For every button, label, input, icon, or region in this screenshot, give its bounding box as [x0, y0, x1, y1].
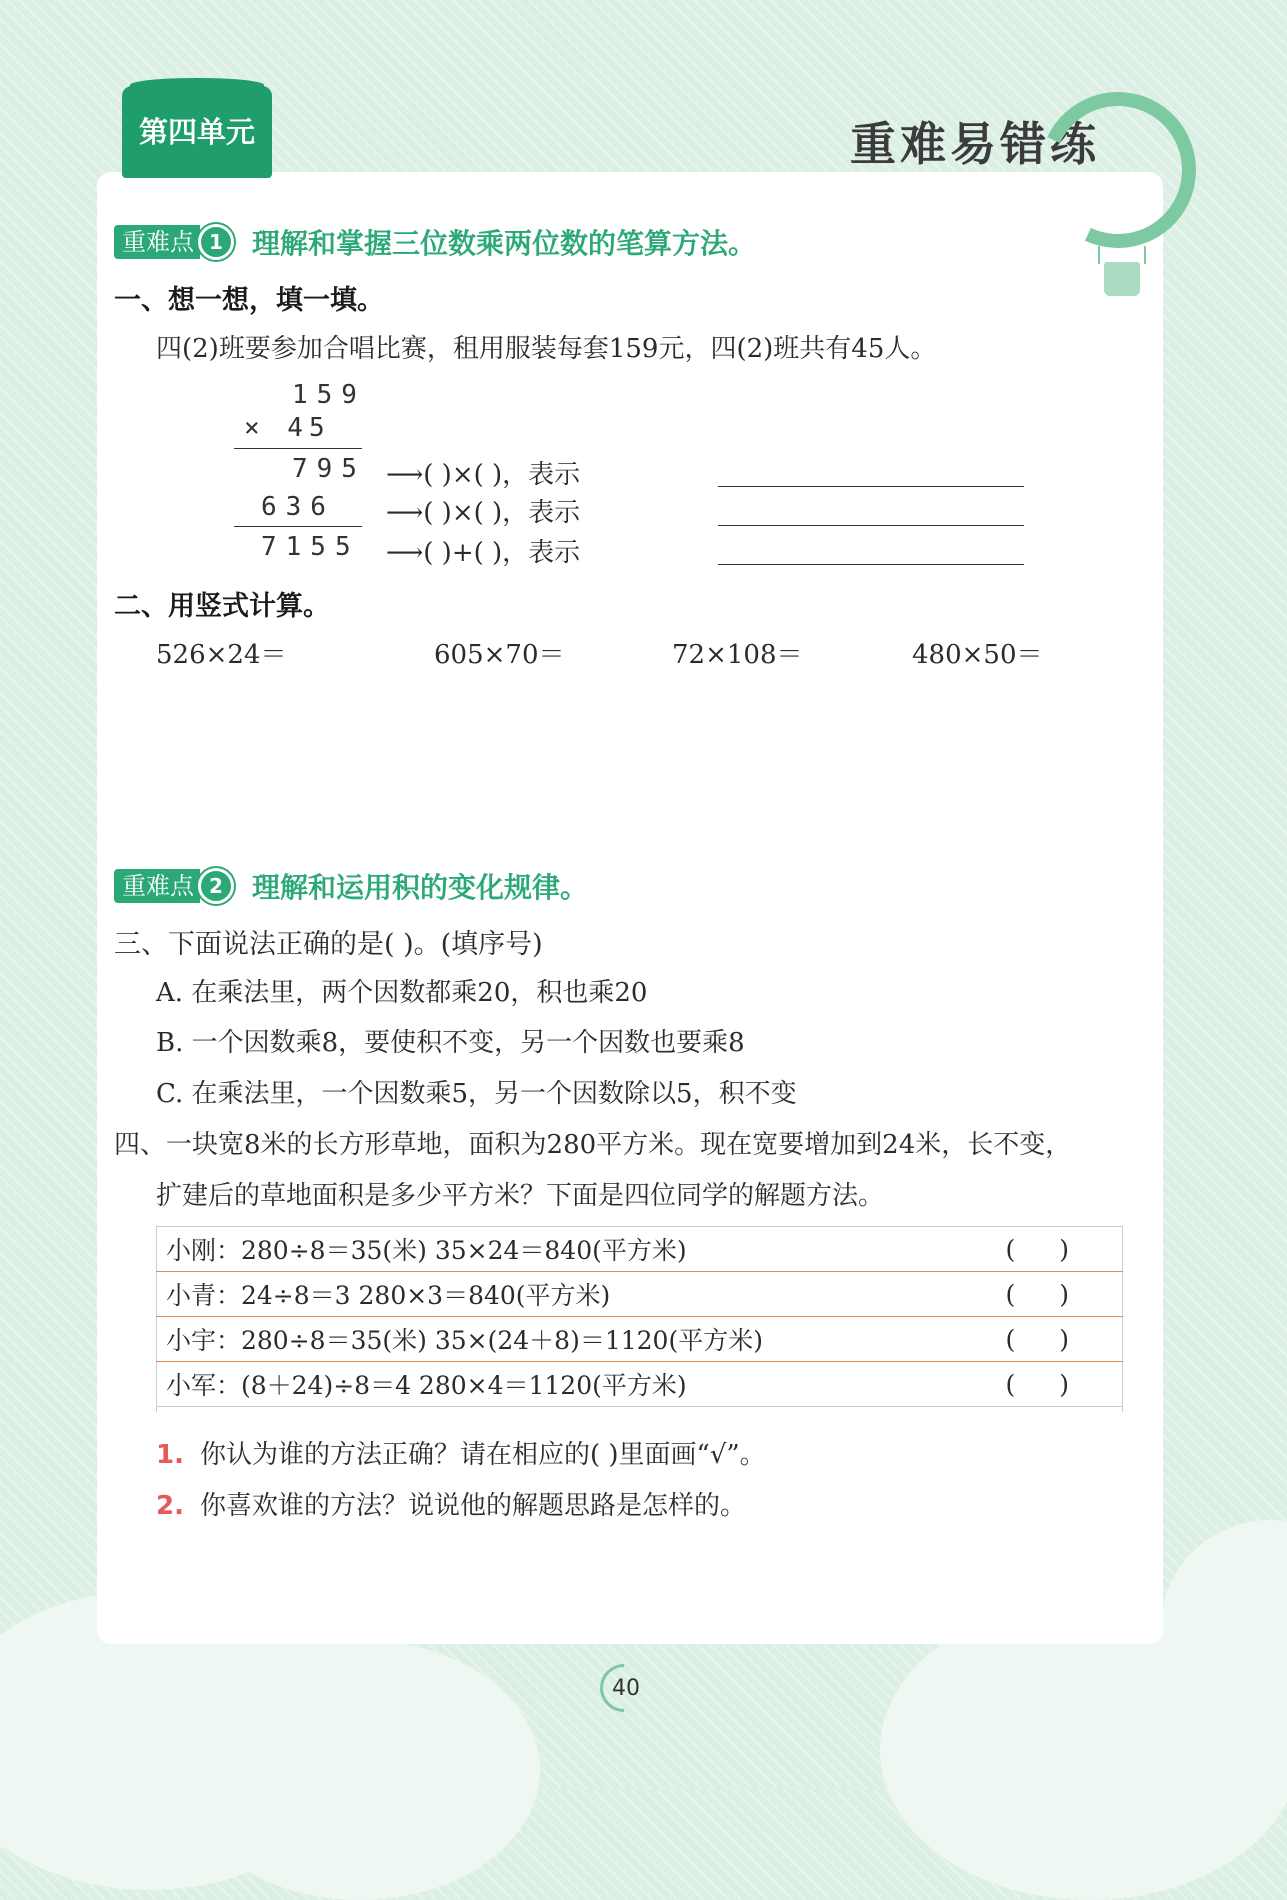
partial-expression-1: ⟶( )×( )，表示	[386, 460, 581, 490]
calc-item-2: 605×70＝	[434, 640, 565, 670]
method-text: 小军：(8＋24)÷8＝4 280×4＝1120(平方米)	[156, 1362, 993, 1407]
key-point-tag: 重难点	[114, 225, 200, 259]
calc-item-4: 480×50＝	[912, 640, 1043, 670]
check-paren[interactable]: ()	[993, 1317, 1123, 1362]
question-4-line-1: 四、一块宽8米的长方形草地，面积为280平方米。现在宽要增加到24米，长不变，	[114, 1130, 1072, 1160]
question-1-heading: 一、想一想，填一填。	[114, 285, 384, 316]
answer-blank-3	[718, 564, 1024, 565]
key-point-description: 理解和运用积的变化规律。	[252, 871, 589, 904]
question-1-problem: 四(2)班要参加合唱比赛，租用服装每套159元，四(2)班共有45人。	[156, 334, 937, 364]
final-product: 7155	[261, 532, 360, 562]
question-2-heading: 二、用竖式计算。	[114, 591, 330, 622]
worksheet-card	[97, 172, 1163, 1644]
answer-blank-2	[718, 525, 1024, 526]
sub-question-2	[156, 1485, 746, 1522]
sub-question-number: 2.	[156, 1491, 184, 1521]
key-point-number: 2	[198, 868, 234, 904]
sub-question-text: 你认为谁的方法正确？请在相应的( )里面画“√”。	[199, 1440, 766, 1470]
sub-question-number: 1.	[156, 1440, 184, 1470]
key-point-number: 1	[198, 224, 234, 260]
sub-question-text: 你喜欢谁的方法？说说他的解题思路是怎样的。	[199, 1491, 746, 1521]
key-point-tag: 重难点	[114, 869, 200, 903]
option-c: C. 在乘法里，一个因数乘5，另一个因数除以5，积不变	[156, 1079, 797, 1109]
background-cloud	[180, 1640, 540, 1900]
balloon-basket-icon	[1104, 262, 1140, 296]
method-text: 小青：24÷8＝3 280×3＝840(平方米)	[156, 1272, 993, 1317]
method-text: 小刚：280÷8＝35(米) 35×24＝840(平方米)	[156, 1227, 993, 1272]
partial-product-2: 636	[261, 492, 335, 522]
answer-blank-1	[718, 486, 1024, 487]
multiplier-row: × 45	[244, 413, 331, 443]
table-row	[156, 1362, 1123, 1407]
check-paren[interactable]: ()	[993, 1227, 1123, 1272]
sum-line	[234, 526, 362, 527]
unit-tab: 第四单元	[122, 86, 272, 178]
key-point-description: 理解和掌握三位数乘两位数的笔算方法。	[252, 227, 757, 260]
multiplication-line	[234, 448, 362, 449]
table-row	[156, 1227, 1123, 1272]
check-paren[interactable]: ()	[993, 1362, 1123, 1407]
table-row	[156, 1272, 1123, 1317]
method-text: 小宇：280÷8＝35(米) 35×(24＋8)＝1120(平方米)	[156, 1317, 993, 1362]
page-title: 重难易错练	[850, 117, 1100, 171]
option-b: B. 一个因数乘8，要使积不变，另一个因数也要乘8	[156, 1028, 745, 1058]
partial-expression-2: ⟶( )×( )，表示	[386, 498, 581, 528]
question-3-heading: 三、下面说法正确的是( )。(填序号)	[114, 929, 543, 960]
check-paren[interactable]: ()	[993, 1272, 1123, 1317]
partial-product-1: 795	[292, 454, 366, 484]
calc-item-1: 526×24＝	[156, 640, 287, 670]
multiplicand: 159	[292, 380, 366, 410]
sub-question-1	[156, 1434, 766, 1471]
partial-expression-3: ⟶( )+( )，表示	[386, 538, 581, 568]
table-row	[156, 1317, 1123, 1362]
page-number: 40	[612, 1676, 640, 1701]
key-point-badge-2	[114, 866, 588, 906]
methods-table	[156, 1226, 1123, 1407]
question-4-line-2: 扩建后的草地面积是多少平方米？下面是四位同学的解题方法。	[156, 1181, 885, 1211]
option-a: A. 在乘法里，两个因数都乘20，积也乘20	[156, 978, 648, 1008]
key-point-badge-1	[114, 222, 756, 262]
calc-item-3: 72×108＝	[672, 640, 803, 670]
